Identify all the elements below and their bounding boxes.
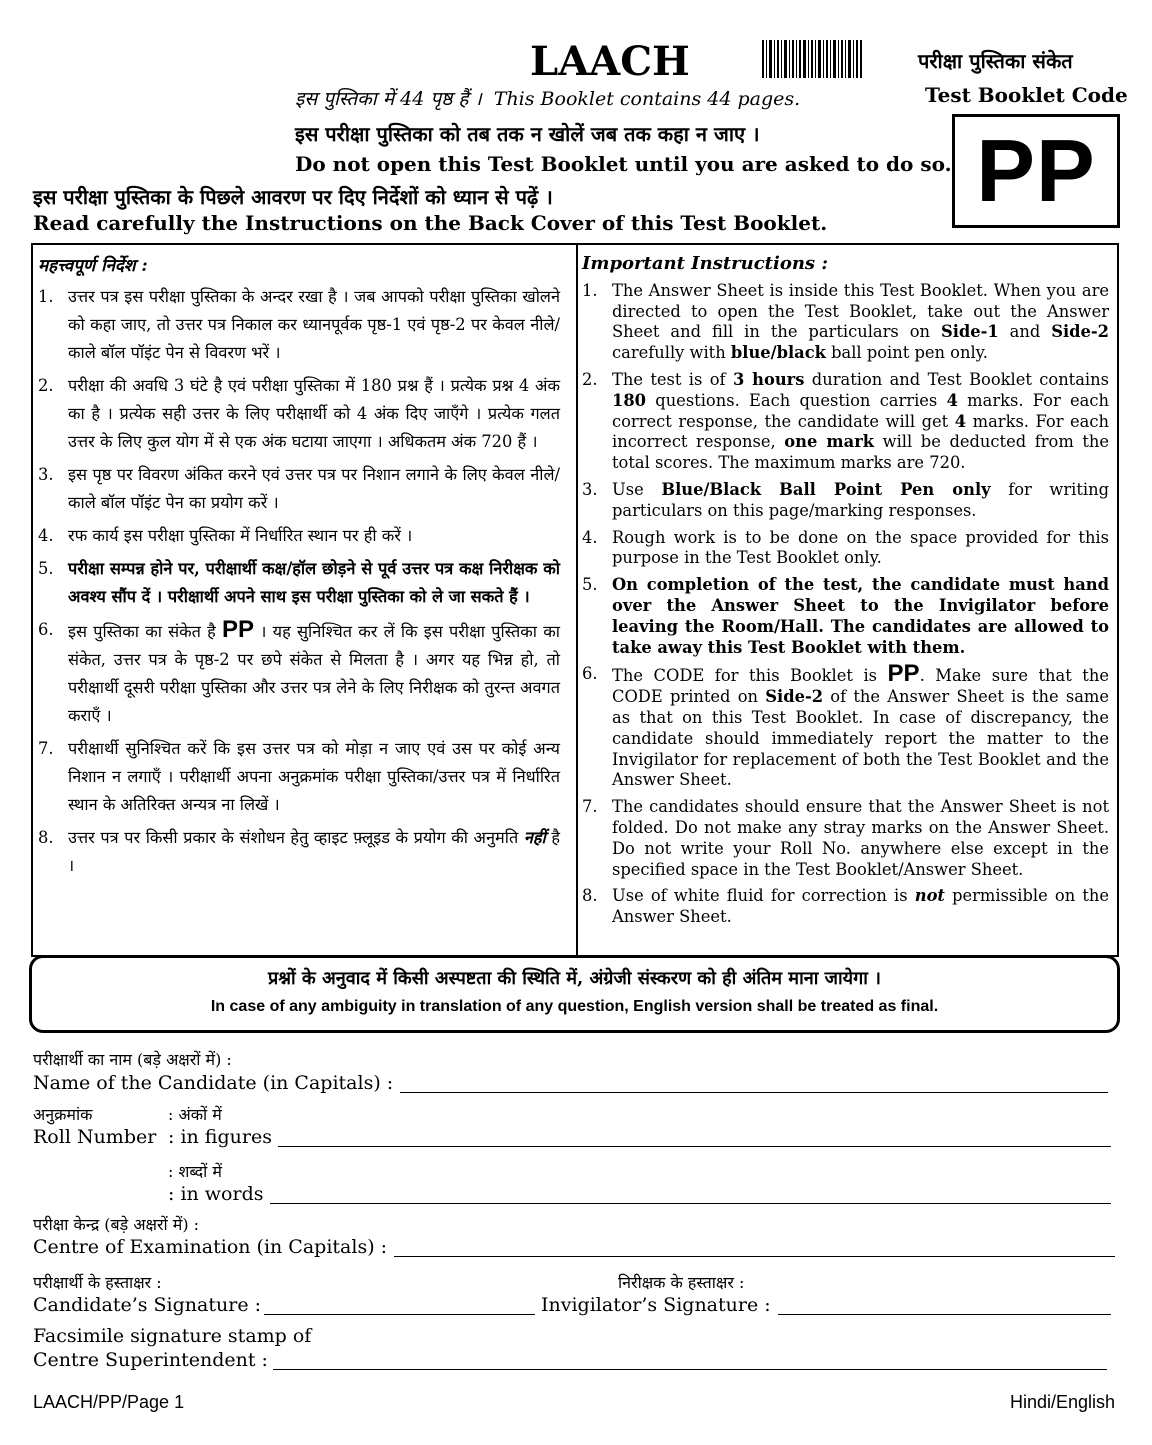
roll-figures-label: : in figures <box>168 1126 272 1148</box>
list-item: 8. उत्तर पत्र पर किसी प्रकार के संशोधन हेतु व्हाइट फ़्लूइड के प्रयोग की अनुमति नहीं है । <box>38 827 560 875</box>
page-count-en: This Booklet contains 44 pages. <box>493 88 801 110</box>
list-item: 1. उत्तर पत्र इस परीक्षा पुस्तिका के अन्दर रखा है । जब आपको परीक्षा पुस्तिका खोलने को कहा जाए, तो उत्तर पत्र निकाल कर ध्यानपूर्वक पृष्ठ-1 एवं पृष्ठ-2 पर केवल नीले/काले बॉल पॉइंट पेन से विवरण भरें । <box>38 286 560 362</box>
roll-number-label: Roll Number <box>33 1126 157 1148</box>
list-item: 8. Use of white fluid for correction is not permissible on the Answer Sheet. <box>582 886 1109 927</box>
list-item: 3. Use Blue/Black Ball Point Pen only for writing particulars on this page/marking responses. <box>582 479 1110 520</box>
list-item: 5. परीक्षा सम्पन्न होने पर, परीक्षार्थी कक्ष/हॉल छोड़ने से पूर्व उत्तर पत्र कक्ष निरीक्षक को अवश्य सौंप दें । परीक्षार्थी अपने साथ इस परीक्षा पुस्तिका को ले जा सकते हैं । <box>38 558 560 606</box>
list-item: 7. The candidates should ensure that the Answer Sheet is not folded. Do not make any stray marks on the Answer Sheet. Do not write your Roll No. anywhere else except in the specified space in the Test Booklet/Answer Sheet. <box>582 797 1109 879</box>
page-count-line <box>295 85 800 111</box>
list-item: 6. इस पुस्तिका का संकेत है PP । यह सुनिश्चित कर लें कि इस परीक्षा पुस्तिका का संकेत, उत्तर पत्र के पृष्ठ-2 पर छपे संकेत से मिलता है । अगर यह भिन्न हो, तो परीक्षार्थी दूसरी परीक्षा पुस्तिका और उत्तर पत्र लेने के लिए निरीक्षक को तुरन्त अवगत कराएँ । <box>38 615 560 725</box>
instructions-title-en: Important Instructions : <box>582 253 828 274</box>
roll-words-field[interactable] <box>270 1203 1111 1204</box>
centre-superintendent-label: Centre Superintendent : <box>33 1349 268 1371</box>
booklet-code-label-en: Test Booklet Code <box>925 83 1128 107</box>
instructions-divider <box>576 243 578 957</box>
roll-figures-field[interactable] <box>278 1146 1111 1147</box>
facsimile-label: Facsimile signature stamp of <box>33 1325 312 1347</box>
translation-note <box>29 955 1120 1033</box>
centre-label-hi: परीक्षा केन्द्र (बड़े अक्षरों में) : <box>33 1215 200 1234</box>
booklet-code-box: PP <box>952 114 1120 228</box>
centre-field[interactable] <box>394 1256 1115 1257</box>
list-item: 3. इस पृष्ठ पर विवरण अंकित करने एवं उत्तर पत्र पर निशान लगाने के लिए केवल नीले/काले बॉल पॉइंट पेन का प्रयोग करें । <box>38 464 560 512</box>
invigilator-signature-field[interactable] <box>778 1314 1111 1315</box>
do-not-open-en: Do not open this Test Booklet until you are asked to do so. <box>295 152 952 176</box>
invigilator-signature-label-hi: निरीक्षक के हस्ताक्षर : <box>618 1273 745 1292</box>
instructions-hindi <box>38 256 560 885</box>
list-item: 2. The test is of 3 hours duration and Test Booklet contains 180 questions. Each question carries 4 marks. For each correct response, the candidate will get 4 marks. For each incorrect response, one mark will be deducted from the total scores. The maximum marks are 720. <box>582 369 1110 473</box>
candidate-signature-label: Candidate’s Signature : <box>33 1294 261 1316</box>
translation-note-en: In case of any ambiguity in translation of any question, English version shall be treated as final. <box>210 998 939 1015</box>
read-carefully-hi: इस परीक्षा पुस्तिका के पिछले आवरण पर दिए निर्देशों को ध्यान से पढ़ें । <box>33 185 553 209</box>
candidate-signature-field[interactable] <box>264 1314 535 1315</box>
candidate-name-field[interactable] <box>400 1092 1108 1093</box>
candidate-name-label-hi: परीक्षार्थी का नाम (बड़े अक्षरों में) : <box>33 1050 232 1069</box>
list-item: 4. रफ कार्य इस परीक्षा पुस्तिका में निर्धारित स्थान पर ही करें । <box>38 525 413 545</box>
list-item: 7. परीक्षार्थी सुनिश्चित करें कि इस उत्तर पत्र को मोड़ा न जाए एवं उस पर कोई अन्य निशान न लगाएँ । परीक्षार्थी अपना अनुक्रमांक परीक्षा पुस्तिका/उत्तर पत्र में निर्धारित स्थान के अतिरिक्त अन्यत्र ना लिखें । <box>38 738 560 814</box>
page-footer-language: Hindi/English <box>1010 1392 1116 1412</box>
centre-label: Centre of Examination (in Capitals) : <box>33 1236 388 1258</box>
read-carefully-en: Read carefully the Instructions on the Back Cover of this Test Booklet. <box>33 211 828 235</box>
roll-figures-label-hi: : अंकों में <box>168 1105 222 1124</box>
series-code: LAACH <box>530 38 690 85</box>
barcode-icon <box>762 40 862 78</box>
list-item: 5. On completion of the test, the candidate must hand over the Answer Sheet to the Invigilator before leaving the Room/Hall. The candidates are allowed to take away this Test Booklet with them. <box>582 575 1109 657</box>
do-not-open-hi: इस परीक्षा पुस्तिका को तब तक न खोलें जब तक कहा न जाए । <box>295 122 760 146</box>
translation-note-hi: प्रश्नों के अनुवाद में किसी अस्पष्टता की स्थिति में, अंग्रेजी संस्करण को ही अंतिम माना जायेगा । <box>267 968 881 989</box>
invigilator-signature-label: Invigilator’s Signature : <box>541 1294 771 1316</box>
booklet-code-inline: PP <box>887 660 920 688</box>
list-item: 1. The Answer Sheet is inside this Test Booklet. When you are directed to open the Test Booklet, take out the Answer Sheet and fill in the particulars on Side-1 and Side-2 carefully with blue/black ball point pen only. <box>582 280 1110 363</box>
centre-superintendent-field[interactable] <box>273 1369 1107 1370</box>
instructions-english <box>582 254 1109 934</box>
page-count-hi: इस पुस्तिका में 44 पृष्ठ हैं । <box>295 88 482 110</box>
roll-words-label-hi: : शब्दों में <box>168 1162 222 1181</box>
list-item: 6. The CODE for this Booklet is PP. Make sure that the CODE printed on Side-2 of the Answer Sheet is the same as that on this Test Booklet. In case of discrepancy, the candidate should immediately report the matter to the Invigilator for replacement of both the Test Booklet and the Answer Sheet. <box>582 660 1109 790</box>
candidate-name-label: Name of the Candidate (in Capitals) : <box>33 1072 394 1094</box>
booklet-code-inline: PP <box>222 615 255 643</box>
list-item: 2. परीक्षा की अवधि 3 घंटे है एवं परीक्षा पुस्तिका में 180 प्रश्न हैं । प्रत्येक प्रश्न 4 अंक का है । प्रत्येक सही उत्तर के लिए परीक्षार्थी को 4 अंक दिए जाएँगे । प्रत्येक गलत उत्तर के लिए कुल योग में से एक अंक घटाया जाएगा । अधिकतम अंक 720 हैं । <box>38 375 560 451</box>
booklet-code-label-hi: परीक्षा पुस्तिका संकेत <box>918 49 1073 73</box>
instructions-title-hi: महत्त्वपूर्ण निर्देश : <box>38 256 148 276</box>
page-footer-code: LAACH/PP/Page 1 <box>33 1392 185 1412</box>
roll-words-label: : in words <box>168 1183 264 1205</box>
roll-label-hi: अनुक्रमांक <box>33 1105 93 1124</box>
candidate-signature-label-hi: परीक्षार्थी के हस्ताक्षर : <box>33 1273 162 1292</box>
list-item: 4. Rough work is to be done on the space provided for this purpose in the Test Booklet only. <box>582 527 1109 568</box>
